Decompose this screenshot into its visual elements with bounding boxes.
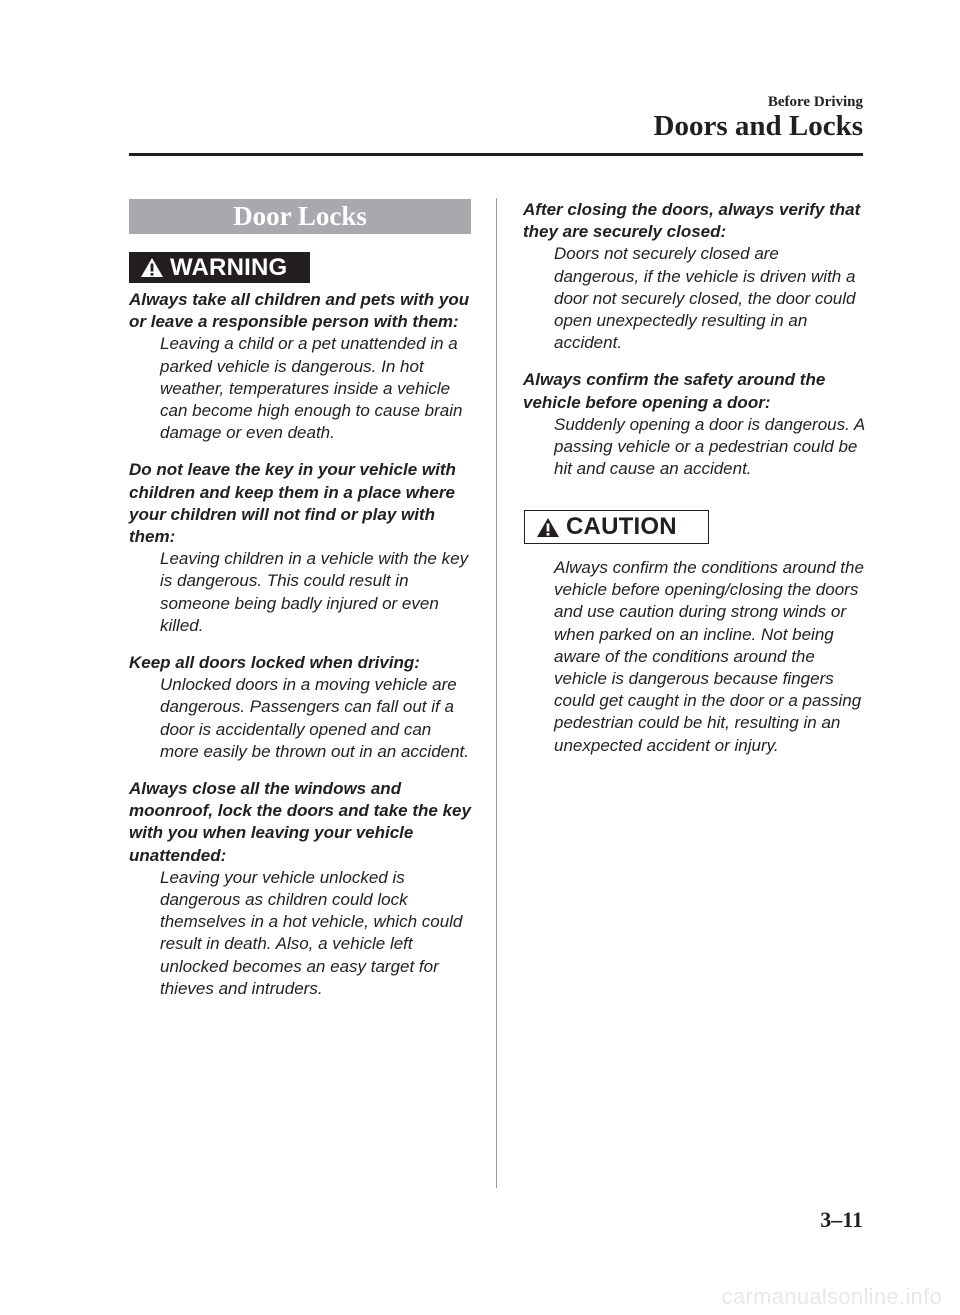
header-rule — [129, 153, 863, 156]
column-divider — [496, 198, 497, 1188]
section-banner — [129, 199, 471, 234]
warning-item — [129, 652, 474, 763]
section-title: Door Locks — [233, 201, 367, 231]
warning-item — [523, 199, 868, 354]
warning-item-body: Unlocked doors in a moving vehicle are dangerous. Passengers can fall out if a door is accidentally opened and can more easily be thrown out in an accident. — [160, 675, 470, 761]
warning-item-body: Doors not securely closed are dangerous, if the vehicle is driven with a door not securely closed, the door could open unexpectedly resulting in an accident. — [554, 244, 856, 353]
warning-item-body: Leaving a child or a pet unattended in a parked vehicle is dangerous. In hot weather, temperatures inside a vehicle can become high enough to cause brain damage or even death. — [160, 334, 463, 443]
warning-item — [129, 289, 474, 444]
warning-label: WARNING — [170, 253, 288, 281]
header-section: Before Driving — [767, 94, 863, 110]
warning-item — [129, 459, 474, 637]
warning-column-right — [523, 199, 868, 495]
warning-item-lead: Always take all children and pets with you or leave a responsible person with them: — [129, 290, 470, 332]
warning-item-lead: Keep all doors locked when driving: — [129, 653, 420, 673]
warning-item-body: Suddenly opening a door is dangerous. A passing vehicle or a pedestrian could be hit and cause an accident. — [554, 414, 865, 479]
caution-triangle-icon — [536, 517, 560, 538]
warning-item-lead: After closing the doors, always verify that they are securely closed: — [523, 200, 861, 242]
header-title: Doors and Locks — [653, 110, 863, 142]
warning-item-lead: Always confirm the safety around the vehicle before opening a door: — [523, 370, 826, 412]
page-number: 3–11 — [820, 1207, 863, 1232]
caution-badge — [524, 510, 709, 544]
watermark: carmanualsonline.info — [721, 1284, 942, 1309]
warning-item-body: Leaving your vehicle unlocked is dangerous as children could lock themselves in a hot vehicle, which could result in death. Also, a vehicle left unlocked becomes an easy target for thieves and intruders. — [160, 867, 463, 998]
warning-badge — [129, 252, 310, 283]
caution-body: Always confirm the conditions around the vehicle before opening/closing the doors and use caution during strong winds or when parked on an incline. Not being aware of the conditions around the vehicle is dangerous because fingers could get caught in the door or a passing pedestrian could be hit, resulting in an unexpected accident or injury. — [554, 558, 864, 755]
warning-item-body: Leaving children in a vehicle with the key is dangerous. This could result in someone being badly injured or even killed. — [160, 549, 469, 635]
caution-label: CAUTION — [566, 513, 677, 540]
warning-item — [129, 778, 474, 1000]
warning-item-lead: Do not leave the key in your vehicle with children and keep them in a place where your children will not find or play with them: — [129, 460, 456, 547]
warning-column-left — [129, 289, 474, 1015]
warning-item-lead: Always close all the windows and moonroof, lock the doors and take the key with you when leaving your vehicle unattended: — [129, 779, 471, 865]
warning-item — [523, 369, 868, 480]
warning-triangle-icon — [140, 257, 164, 278]
